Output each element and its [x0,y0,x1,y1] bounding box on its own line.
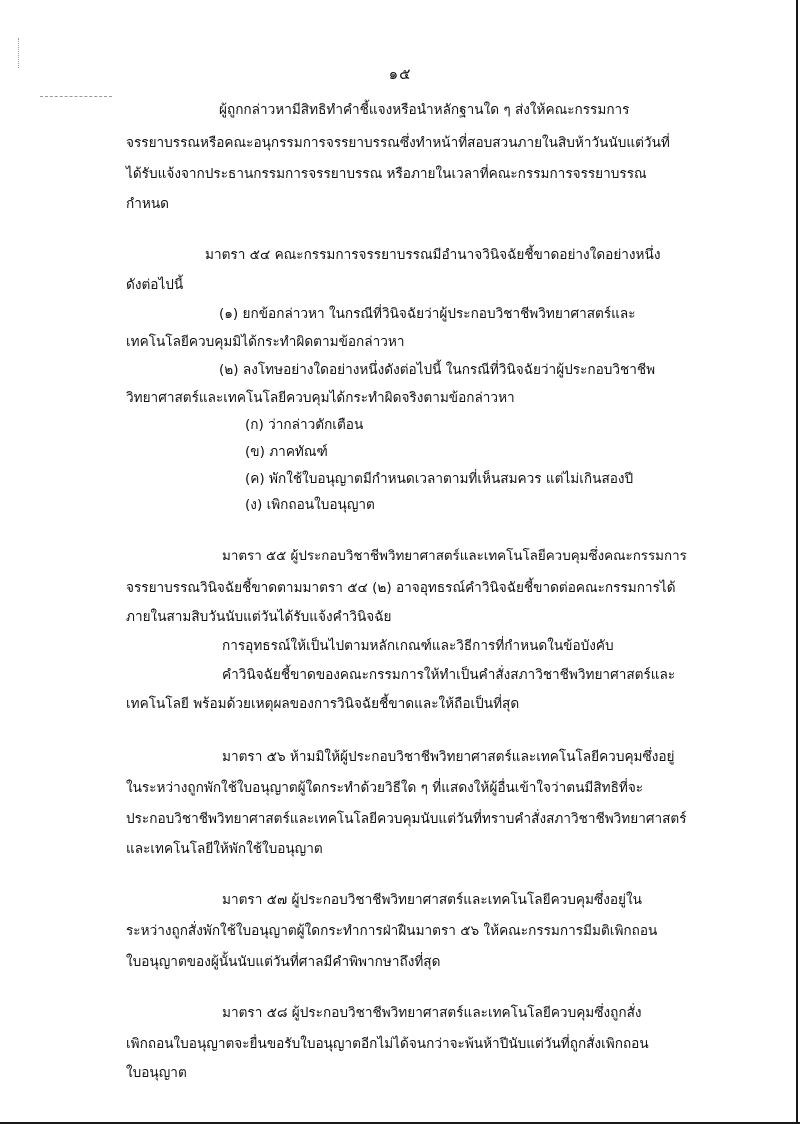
paragraph-line: วิทยาศาสตร์และเทคโนโลยีควบคุมได้กระทำผิดจริงตามข้อกล่าวหา [126,390,515,406]
paragraph-line: คำวินิจฉัยชี้ขาดของคณะกรรมการให้ทำเป็นคำสั่งสภาวิชาชีพวิทยาศาสตร์และ [222,667,676,683]
paragraph-line: ในระหว่างถูกพักใช้ใบอนุญาตผู้ใดกระทำด้วยวิธีใด ๆ ที่แสดงให้ผู้อื่นเข้าใจว่าตนมีสิทธิที่จะ [126,780,644,796]
sub-item-b: (ข) ภาคทัณฑ์ [245,444,328,460]
paragraph-line: ผู้ถูกกล่าวหามีสิทธิทำคำชี้แจงหรือนำหลักฐานใด ๆ ส่งให้คณะกรรมการ [219,102,630,118]
paragraph-line: ประกอบวิชาชีพวิทยาศาสตร์และเทคโนโลยีควบคุมนับแต่วันที่ทราบคำสั่งสภาวิชาชีพวิทยาศาสตร์ [126,811,687,827]
paragraph-line: เพิกถอนใบอนุญาตจะยื่นขอรับใบอนุญาตอีกไม่ได้จนกว่าจะพ้นห้าปีนับแต่วันที่ถูกสั่งเพิกถอน [126,1036,649,1052]
paragraph-line: เทคโนโลยี พร้อมด้วยเหตุผลของการวินิจฉัยชี้ขาดและให้ถือเป็นที่สุด [126,696,520,712]
paragraph-line: เทคโนโลยีควบคุมมิได้กระทำผิดตามข้อกล่าวหา [126,334,405,350]
section-57-heading: มาตรา ๕๗ ผู้ประกอบวิชาชีพวิทยาศาสตร์และเทคโนโลยีควบคุมซึ่งอยู่ใน [222,892,642,908]
section-55-heading: มาตรา ๕๕ ผู้ประกอบวิชาชีพวิทยาศาสตร์และเทคโนโลยีควบคุมซึ่งคณะกรรมการ [222,549,687,564]
paragraph-line: จรรยาบรรณหรือคณะอนุกรรมการจรรยาบรรณซึ่งทำหน้าที่สอบสวนภายในสิบห้าวันนับแต่วันที่ [126,135,670,151]
paragraph-line: กำหนด [126,196,169,212]
section-56-heading: มาตรา ๕๖ ห้ามมิให้ผู้ประกอบวิชาชีพวิทยาศาสตร์และเทคโนโลยีควบคุมซึ่งอยู่ [222,749,675,765]
section-54-heading: มาตรา ๕๔ คณะกรรมการจรรยาบรรณมีอำนาจวินิจฉัยชี้ขาดอย่างใดอย่างหนึ่ง [205,247,661,263]
page-edge-right [796,0,798,1124]
sub-item-a: (ก) ว่ากล่าวตักเตือน [245,417,364,433]
list-item-2: (๒) ลงโทษอย่างใดอย่างหนึ่งดังต่อไปนี้ ในกรณีที่วินิจฉัยว่าผู้ประกอบวิชาชีพ [219,362,656,378]
paragraph-line: และเทคโนโลยีให้พักใช้ใบอนุญาต [126,841,323,857]
paragraph-line: การอุทธรณ์ให้เป็นไปตามหลักเกณฑ์และวิธีการที่กำหนดในข้อบังคับ [222,638,614,654]
paragraph-line: จรรยาบรรณวินิจฉัยชี้ขาดตามมาตรา ๕๔ (๒) อาจอุทธรณ์คำวินิจฉัยชี้ขาดต่อคณะกรรมการได้ [126,580,676,596]
sub-item-d: (ง) เพิกถอนใบอนุญาต [245,497,375,513]
section-58-heading: มาตรา ๕๘ ผู้ประกอบวิชาชีพวิทยาศาสตร์และเทคโนโลยีควบคุมซึ่งถูกสั่ง [222,1005,642,1021]
sub-item-c: (ค) พักใช้ใบอนุญาตมีกำหนดเวลาตามที่เห็นสมควร แต่ไม่เกินสองปี [245,471,634,487]
list-item-1: (๑) ยกข้อกล่าวหา ในกรณีที่วินิจฉัยว่าผู้ประกอบวิชาชีพวิทยาศาสตร์และ [219,306,636,322]
paragraph-line: ดังต่อไปนี้ [126,277,184,293]
scan-smudge [40,96,112,98]
paragraph-line: ระหว่างถูกสั่งพักใช้ใบอนุญาตผู้ใดกระทำการฝ่าฝืนมาตรา ๕๖ ให้คณะกรรมการมีมติเพิกถอน [126,923,658,939]
page-number: ๑๕ [388,65,412,83]
paragraph-line: ได้รับแจ้งจากประธานกรรมการจรรยาบรรณ หรือภายในเวลาที่คณะกรรมการจรรยาบรรณ [126,166,647,182]
paragraph-line: ภายในสามสิบวันนับแต่วันได้รับแจ้งคำวินิจฉัย [126,609,392,625]
paragraph-line: ใบอนุญาตของผู้นั้นนับแต่วันที่ศาลมีคำพิพากษาถึงที่สุด [126,954,441,970]
paragraph-line: ใบอนุญาต [126,1065,187,1081]
